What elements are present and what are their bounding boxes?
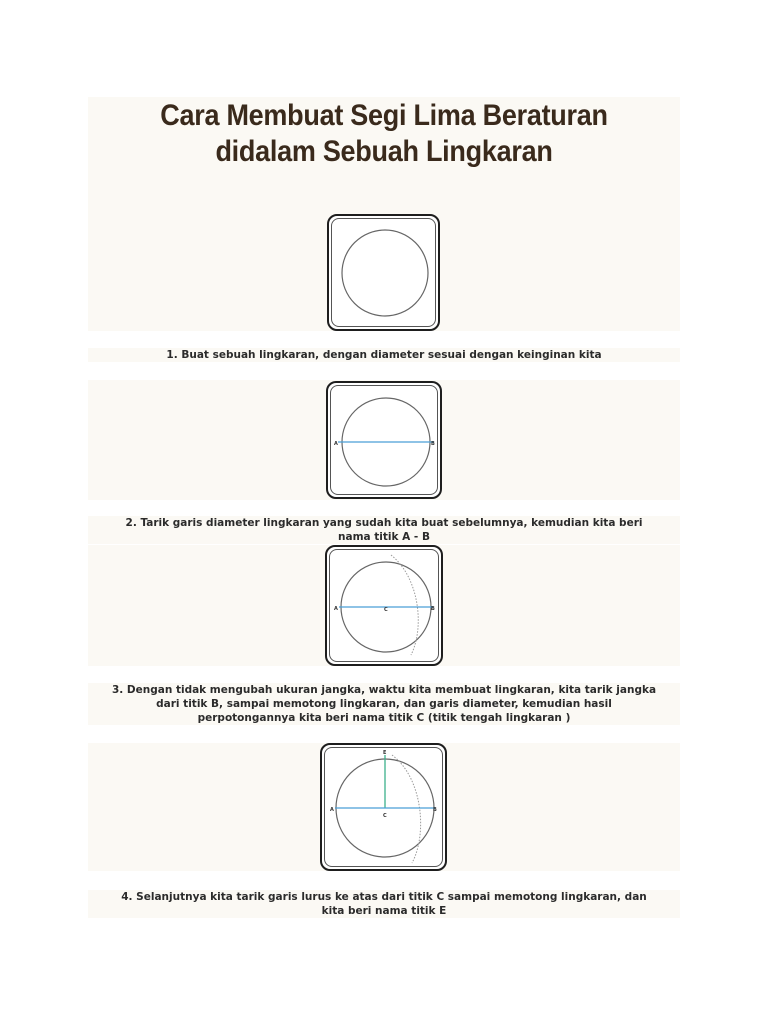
- step-2-caption: [88, 516, 680, 544]
- figure-3-label-c: C: [384, 607, 388, 613]
- figure-3-drawing: [327, 547, 445, 668]
- figure-2-label-b: B: [431, 441, 435, 447]
- step-1-caption: [88, 348, 680, 362]
- figure-2-drawing: [328, 383, 444, 501]
- step-3-caption-line-2: dari titik B, sampai memotong lingkaran, dan garis diameter, kemudian hasil: [156, 698, 612, 710]
- figure-1-circle: [327, 214, 440, 331]
- step-3-caption-line-3: perpotongannya kita beri nama titik C (titik tengah lingkaran ): [197, 712, 571, 724]
- step-4-caption-line-2: kita beri nama titik E: [321, 905, 447, 917]
- figure-1-drawing: [329, 216, 442, 333]
- step-3-caption: [88, 683, 680, 725]
- figure-3-circle-shape: [341, 562, 431, 652]
- figure-3-arc: [325, 545, 443, 666]
- figure-3-label-a: A: [334, 606, 338, 612]
- page-title-line-1: Cara Membuat Segi Lima Beraturan: [160, 99, 608, 132]
- step-4-caption-line-1: 4. Selanjutnya kita tarik garis lurus ke atas dari titik C sampai memotong lingkaran, dan: [121, 891, 647, 903]
- page-title: [118, 98, 651, 170]
- step-3-caption-line-1: 3. Dengan tidak mengubah ukuran jangka, waktu kita membuat lingkaran, kita tarik jangka: [111, 684, 657, 696]
- figure-4-compass-arc: [392, 755, 421, 863]
- figure-2-label-a: A: [334, 441, 338, 447]
- figure-2-diameter: [326, 381, 442, 499]
- page-title-line-2: didalam Sebuah Lingkaran: [215, 135, 553, 168]
- step-2-caption-line-2: nama titik A - B: [338, 531, 430, 543]
- figure-4-label-b: B: [433, 807, 437, 813]
- figure-4-label-c: C: [383, 813, 387, 819]
- figure-4-drawing: [322, 745, 449, 873]
- figure-4-label-e: E: [383, 750, 387, 756]
- step-2-caption-line-1: 2. Tarik garis diameter lingkaran yang sudah kita buat sebelumnya, kemudian kita beri: [125, 517, 643, 529]
- step-4-caption: [88, 890, 680, 918]
- figure-3-compass-arc: [391, 555, 418, 655]
- figure-4-vertical: [320, 743, 447, 871]
- figure-1-circle-shape: [342, 230, 428, 316]
- figure-2-circle-shape: [342, 398, 430, 486]
- figure-4-circle-shape: [336, 759, 434, 857]
- figure-3-label-b: B: [431, 606, 435, 612]
- step-1-caption-line-1: 1. Buat sebuah lingkaran, dengan diameter sesuai dengan keinginan kita: [166, 349, 602, 361]
- figure-4-label-a: A: [330, 807, 334, 813]
